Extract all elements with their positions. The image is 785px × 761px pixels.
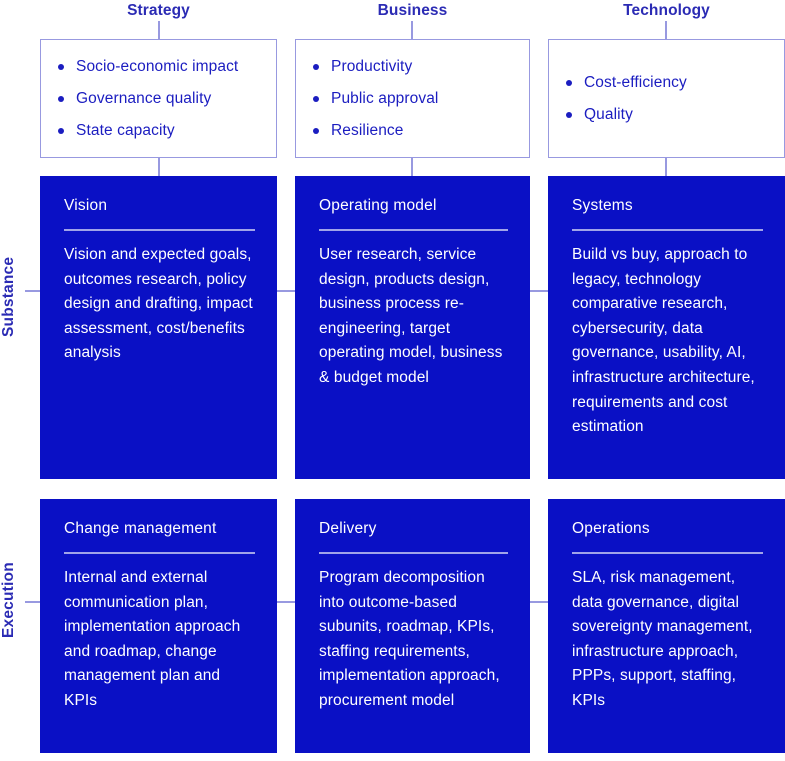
cell-operating-model <box>295 176 530 479</box>
cell-title: Operating model <box>319 197 437 214</box>
bullet-item <box>566 106 778 124</box>
bullet-icon <box>313 128 319 134</box>
row-label-substance: Substance <box>0 256 17 338</box>
bullet-item <box>58 122 270 140</box>
bullet-label: Quality <box>584 105 633 123</box>
bullet-icon <box>566 80 572 86</box>
column-header-strategy: Strategy <box>127 2 190 19</box>
bullet-icon <box>58 128 64 134</box>
bullet-icon <box>566 112 572 118</box>
column-header-business: Business <box>377 2 448 19</box>
bullet-label: Resilience <box>331 121 404 139</box>
bullet-item <box>566 74 778 92</box>
connector-line <box>158 21 160 39</box>
criteria-box-business <box>295 39 530 158</box>
cell-delivery <box>295 499 530 753</box>
connector-line <box>411 157 413 176</box>
divider-line <box>64 552 255 554</box>
bullet-label: Cost-efficiency <box>584 73 687 91</box>
cell-body: User research, service design, products design, business process re-engineering, target operating model, business & budget model <box>319 246 503 386</box>
cell-body: Vision and expected goals, outcomes research, policy design and drafting, impact assessment, cost/benefits analysis <box>64 246 253 362</box>
bullet-label: Socio-economic impact <box>76 57 239 75</box>
bullet-item <box>313 58 523 76</box>
connector-line <box>411 21 413 39</box>
divider-line <box>319 552 508 554</box>
cell-systems <box>548 176 785 479</box>
connector-line <box>665 21 667 39</box>
divider-line <box>572 229 763 231</box>
bullet-item <box>313 122 523 140</box>
cell-body: Build vs buy, approach to legacy, technology comparative research, cybersecurity, data governance, usability, AI, infrastructure architecture, requirements and cost estimation <box>572 246 755 436</box>
bullet-item <box>313 90 523 108</box>
cell-body: SLA, risk management, data governance, digital sovereignty management, infrastructure approach, PPPs, support, staffing, KPIs <box>572 569 753 709</box>
bullet-label: State capacity <box>76 121 175 139</box>
connector-line <box>665 157 667 176</box>
cell-body: Program decomposition into outcome-based subunits, roadmap, KPIs, staffing requirements, implementation approach, procurement model <box>319 569 500 709</box>
cell-title: Systems <box>572 197 633 214</box>
bullet-icon <box>58 96 64 102</box>
bullet-label: Governance quality <box>76 89 212 107</box>
cell-title: Change management <box>64 520 217 537</box>
column-header-technology: Technology <box>623 2 710 19</box>
bullet-label: Public approval <box>331 89 439 107</box>
bullet-icon <box>313 64 319 70</box>
criteria-box-strategy <box>40 39 277 158</box>
cell-body: Internal and external communication plan, implementation approach and roadmap, change management plan and KPIs <box>64 569 241 709</box>
cell-title: Vision <box>64 197 108 214</box>
cell-operations <box>548 499 785 753</box>
connector-line <box>158 157 160 176</box>
divider-line <box>319 229 508 231</box>
cell-change-management <box>40 499 277 753</box>
bullet-icon <box>58 64 64 70</box>
bullet-item <box>58 90 270 108</box>
bullet-label: Productivity <box>331 57 413 75</box>
criteria-box-technology <box>548 39 785 158</box>
divider-line <box>572 552 763 554</box>
bullet-icon <box>313 96 319 102</box>
bullet-item <box>58 58 270 76</box>
cell-vision <box>40 176 277 479</box>
row-label-execution: Execution <box>0 562 17 638</box>
divider-line <box>64 229 255 231</box>
cell-title: Operations <box>572 520 650 537</box>
cell-title: Delivery <box>319 520 377 537</box>
